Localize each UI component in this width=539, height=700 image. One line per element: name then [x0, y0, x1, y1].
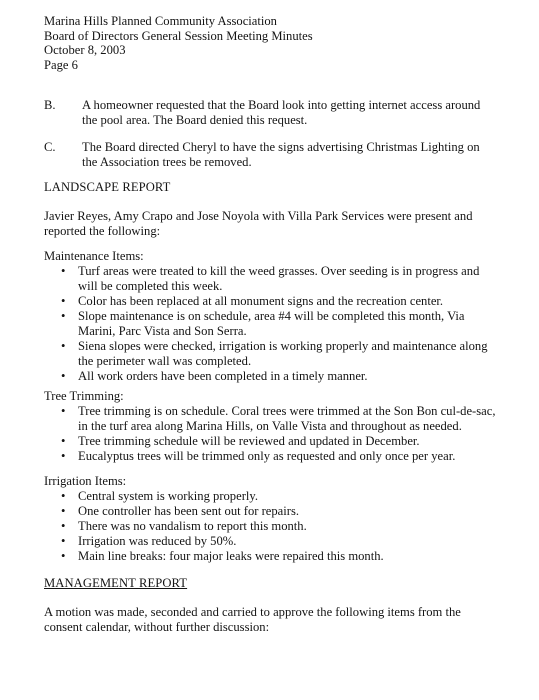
list-item-text: There was no vandalism to report this month. [78, 519, 307, 533]
list-item-text: Siena slopes were checked, irrigation is working properly and maintenance along the perimeter wall was completed. [78, 339, 488, 368]
list-item-text: Central system is working properly. [78, 489, 259, 503]
list-item-text: Color has been replaced at all monument signs and the recreation center. [78, 294, 444, 308]
maintenance-list [44, 264, 496, 384]
maintenance-section [44, 249, 496, 384]
bullet-icon: • [61, 264, 66, 278]
list-item-text: All work orders have been completed in a timely manner. [78, 369, 368, 383]
list-item [44, 434, 496, 449]
list-item-text: Tree trimming is on schedule. Coral trees were trimmed at the Son Bon cul-de-sac, in the turf area along Marina Hills, on Valle Vista and throughout as needed. [78, 404, 496, 433]
maintenance-label: Maintenance Items: [44, 249, 144, 263]
list-item-text: Slope maintenance is on schedule, area #4 will be completed this month, Via Marini, Parc Vista and Son Serra. [78, 309, 465, 338]
item-text: The Board directed Cheryl to have the signs advertising Christmas Lighting on the Association trees be removed. [82, 140, 480, 169]
list-item-text: Tree trimming schedule will be reviewed and updated in December. [78, 434, 420, 448]
tree-trimming-list [44, 404, 496, 464]
association-name: Marina Hills Planned Community Association [44, 14, 277, 28]
bullet-icon: • [61, 519, 66, 533]
list-item [44, 534, 496, 549]
management-report-heading: MANAGEMENT REPORT [44, 576, 188, 590]
document-header [44, 14, 496, 72]
bullet-icon: • [61, 504, 66, 518]
meeting-date: October 8, 2003 [44, 43, 126, 57]
landscape-report-heading: LANDSCAPE REPORT [44, 180, 171, 194]
bullet-icon: • [61, 449, 66, 463]
landscape-intro: Javier Reyes, Amy Crapo and Jose Noyola with Villa Park Services were present and reported the following: [44, 209, 473, 238]
tree-trimming-section [44, 389, 496, 464]
bullet-icon: • [61, 489, 66, 503]
list-item-text: Turf areas were treated to kill the weed grasses. Over seeding is in progress and will be completed this week. [78, 264, 480, 293]
bullet-icon: • [61, 534, 66, 548]
list-item-text: One controller has been sent out for repairs. [78, 504, 300, 518]
tree-trimming-label: Tree Trimming: [44, 389, 124, 403]
bullet-icon: • [61, 309, 66, 323]
list-item-text: Irrigation was reduced by 50%. [78, 534, 237, 548]
bullet-icon: • [61, 339, 66, 353]
list-item [44, 404, 496, 434]
bullet-icon: • [61, 549, 66, 563]
list-item [44, 264, 496, 294]
irrigation-list [44, 489, 496, 564]
list-item-text: Eucalyptus trees will be trimmed only as requested and only once per year. [78, 449, 456, 463]
list-item [44, 339, 496, 369]
list-item [44, 549, 496, 564]
list-item [44, 309, 496, 339]
item-text: A homeowner requested that the Board look into getting internet access around the pool area. The Board denied this request. [82, 98, 481, 127]
item-letter: C. [44, 140, 56, 154]
list-item-text: Main line breaks: four major leaks were repaired this month. [78, 549, 384, 563]
document-title: Board of Directors General Session Meeting Minutes [44, 28, 313, 43]
irrigation-label: Irrigation Items: [44, 474, 127, 488]
list-item [44, 369, 496, 384]
list-item [44, 449, 496, 464]
list-item [44, 294, 496, 309]
item-letter: B. [44, 98, 56, 112]
list-item [44, 489, 496, 504]
bullet-icon: • [61, 294, 66, 308]
bullet-icon: • [61, 404, 66, 418]
irrigation-section [44, 474, 496, 564]
list-item [44, 504, 496, 519]
list-item [44, 519, 496, 534]
bullet-icon: • [61, 434, 66, 448]
bullet-icon: • [61, 369, 66, 383]
management-text: A motion was made, seconded and carried to approve the following items from the consent calendar, without further discussion: [44, 605, 461, 634]
page-number: Page 6 [44, 57, 78, 72]
